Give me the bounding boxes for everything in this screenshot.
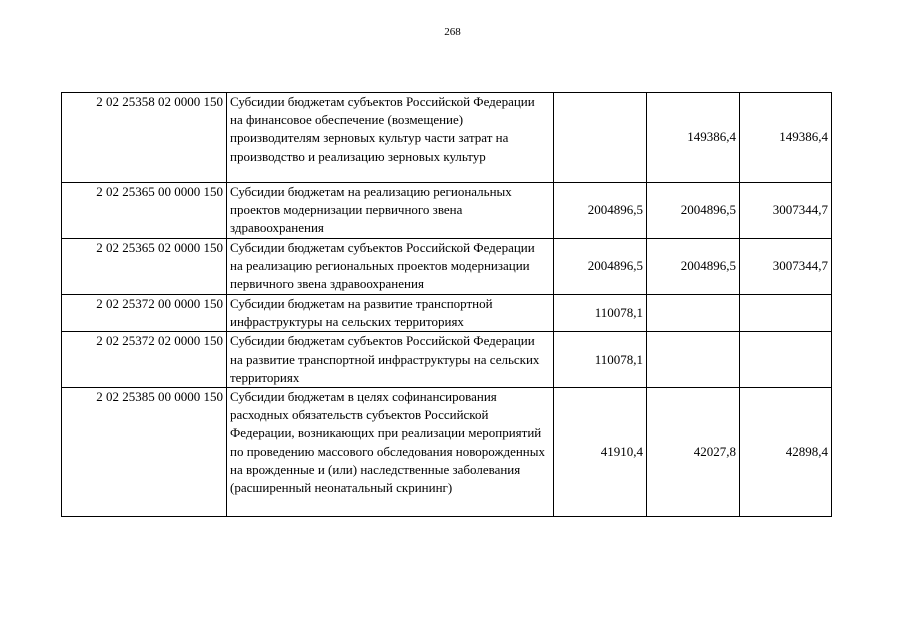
revenue-name-cell: Субсидии бюджетам на развитие транспортной инфраструктуры на сельских территориях	[227, 295, 554, 332]
table-row	[62, 239, 832, 295]
table-row	[62, 332, 832, 388]
revenue-name-cell: Субсидии бюджетам в целях софинансирования расходных обязательств субъектов Российской Федерации, возникающих при реализации мероприятий по проведению массового обследования новорожденных на врожденные и (или) наследственные заболевания (расширенный неонатальный скрининг)	[227, 388, 554, 517]
table-row	[62, 295, 832, 332]
classification-code-cell: 2 02 25365 02 0000 150	[62, 239, 227, 295]
classification-code-cell: 2 02 25372 02 0000 150	[62, 332, 227, 388]
classification-code-cell: 2 02 25358 02 0000 150	[62, 93, 227, 183]
amount-year-1-cell: 110078,1	[554, 295, 647, 332]
table-row	[62, 183, 832, 239]
amount-year-3-cell: 42898,4	[740, 388, 832, 517]
table-row	[62, 93, 832, 183]
amount-year-3-cell: 3007344,7	[740, 239, 832, 295]
classification-code-cell: 2 02 25365 00 0000 150	[62, 183, 227, 239]
amount-year-2-cell	[647, 295, 740, 332]
page-number: 268	[444, 26, 461, 38]
amount-year-2-cell: 42027,8	[647, 388, 740, 517]
budget-revenue-table	[61, 92, 832, 517]
classification-code-cell: 2 02 25372 00 0000 150	[62, 295, 227, 332]
revenue-name-cell: Субсидии бюджетам на реализацию региональных проектов модернизации первичного звена здравоохранения	[227, 183, 554, 239]
amount-year-1-cell: 41910,4	[554, 388, 647, 517]
amount-year-2-cell: 149386,4	[647, 93, 740, 183]
revenue-name-cell: Субсидии бюджетам субъектов Российской Федерации на финансовое обеспечение (возмещение) производителям зерновых культур части затрат на производство и реализацию зерновых культур	[227, 93, 554, 183]
amount-year-1-cell: 2004896,5	[554, 183, 647, 239]
revenue-name-cell: Субсидии бюджетам субъектов Российской Федерации на развитие транспортной инфраструктуры на сельских территориях	[227, 332, 554, 388]
amount-year-3-cell	[740, 295, 832, 332]
amount-year-3-cell	[740, 332, 832, 388]
amount-year-1-cell: 110078,1	[554, 332, 647, 388]
amount-year-3-cell: 3007344,7	[740, 183, 832, 239]
amount-year-1-cell	[554, 93, 647, 183]
classification-code-cell: 2 02 25385 00 0000 150	[62, 388, 227, 517]
amount-year-2-cell: 2004896,5	[647, 239, 740, 295]
amount-year-2-cell: 2004896,5	[647, 183, 740, 239]
table-row	[62, 388, 832, 517]
revenue-name-cell: Субсидии бюджетам субъектов Российской Федерации на реализацию региональных проектов модернизации первичного звена здравоохранения	[227, 239, 554, 295]
amount-year-2-cell	[647, 332, 740, 388]
amount-year-3-cell: 149386,4	[740, 93, 832, 183]
amount-year-1-cell: 2004896,5	[554, 239, 647, 295]
